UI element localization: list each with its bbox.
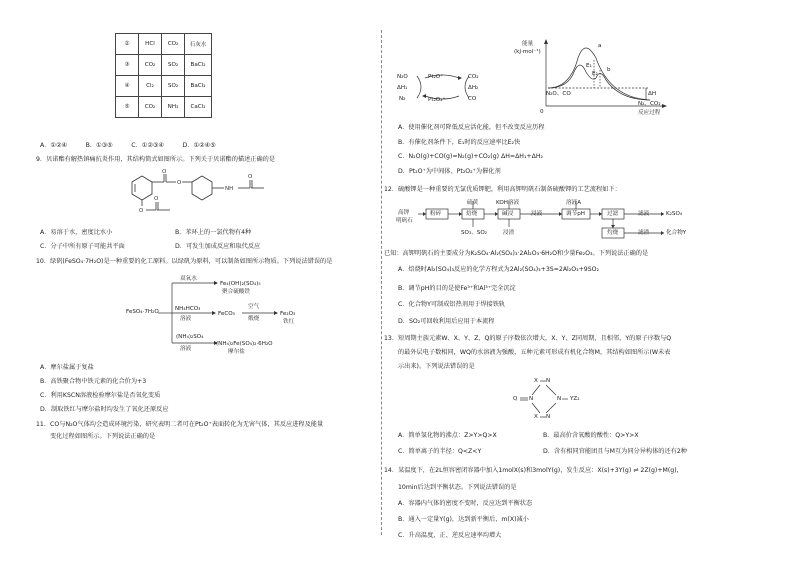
ring-atom-x-bottom: X (534, 414, 538, 420)
q12-option-d: D．SO₂可回收利用后应用于本流程 (398, 318, 495, 325)
q13-option-c: C．简单离子的半径：Q<Z<Y (398, 448, 482, 455)
flow-r1-note: 聚合硫酸铁 (222, 289, 250, 295)
flow-r2-condition2: 煅烧 (248, 316, 260, 322)
q11-option-d: D．Pt₂O⁺为中间体、Pt₂O₂⁺为催化剂 (398, 168, 501, 175)
svg-text:O: O (248, 174, 253, 180)
flow-reagent-sulfur: 硫黄 (467, 200, 479, 206)
q11-option-b: B．有催化剂条件下，E₁时的反应速率比E₂快 (398, 139, 521, 146)
q13-stem-line2: 的最外层电子数相同，WQ的水溶液为强酸，五种元素可形成有机化合物M，其结构如图所示(W未表 (398, 349, 671, 356)
flow-product-y: 化合物Y (666, 230, 687, 236)
energy-dh: ΔH (648, 91, 657, 97)
flow-r2-product: Fe₂O₃ (280, 311, 296, 317)
flow-step-crush: 粉碎 (430, 211, 442, 217)
flow-r3-reagent: (NH₄)₂SO₄ (176, 334, 204, 340)
flow-gas-sox: SO₃、SO₂ (461, 230, 487, 236)
q10-option-a: A．摩尔盐属于复盐 (40, 364, 94, 371)
svg-text:NH: NH (225, 186, 234, 192)
q13-stem-line1: 13．短周期主族元素W、X、Y、Z、Q的原子序数依次增大，X、Y、Z同周期，且相邻，Y的原子序数与Q (384, 335, 672, 342)
table-row: ③ CO₂ SO₂ BaCl₂ (116, 55, 212, 76)
q14-stem-line1: 14．某温度下，在2L恒容密闭容器中加入1molX(s)和3molY(g)，发生反应：X(s)+3Y(g) ⇌ 2Z(g)+M(g)， (384, 467, 683, 474)
flow-r1-reagent: 双氧水 (180, 276, 197, 282)
ring-atom-n-top: N (546, 378, 551, 384)
flow-r2-intermediate: FeCO₃ (218, 311, 235, 317)
process-flow-boxes (396, 198, 726, 246)
flow-reagent-koh: KOH溶液 (496, 200, 520, 206)
q12-option-b: B．调节pH的目的是使Fe³⁺和Al³⁺完全沉淀 (398, 285, 516, 292)
q10-option-b: B．高铁聚合物中铁元素的化合价为+3 (40, 378, 147, 385)
q10-option-d: D．制取铁红与摩尔盐时均发生了氧化还原反应 (40, 406, 169, 413)
q9-option-a: A．易溶于水，密度比水小 (40, 229, 113, 236)
cycle-arrows (395, 62, 515, 112)
q14-option-a: A．容器内气体的密度不变时，反应达到平衡状态 (398, 500, 533, 507)
flow-start: FeSO₄·7H₂O (126, 309, 159, 315)
q13-option-d: D．含有相同官能团且与M互为同分异构体的还有2种 (543, 448, 687, 455)
energy-ylabel-1: 能量 (522, 41, 534, 47)
q9-option-c: C．分子中所有原子可能共平面 (40, 243, 125, 250)
q11-option-a: A．使用催化剂可降低反应活化能，但不改变反应历程 (398, 124, 545, 131)
table-row: ② HCl CO₂ 石灰水 (116, 34, 212, 55)
table-row: ④ Cl₂ SO₂ BaCl₂ (116, 76, 212, 97)
table-row: ⑤ CO₂ NH₃ CaCl₂ (116, 97, 212, 118)
q11-stem-line1: 11．CO与N₂O气体均会造成环境污染，研究表明二者可在Pt₂O⁺表面转化为无害气体，其反应进程及能量 (36, 421, 324, 428)
flow-r2-reagent2: 空气 (248, 304, 260, 310)
svg-text:O: O (177, 180, 182, 186)
flow-step-calcine: 灼烧 (607, 230, 619, 236)
flow-r3-condition: 溶液 (180, 346, 192, 352)
flow-r2-note: 铁红 (283, 319, 295, 325)
q14-option-c: C．升高温度，正、逆反应速率均增大 (398, 532, 502, 539)
ring-atom-x-top: X (534, 378, 538, 384)
cycle-n2: N₂ (399, 96, 406, 102)
q12-option-c: C．化合物Y可制成铝热剂用于焊接铁轨 (398, 301, 506, 308)
energy-xlabel: 反应过程 (638, 110, 661, 116)
flow-step-ph: 调节pH (566, 211, 585, 217)
flow-raw-1: 高钾 (398, 210, 410, 216)
q14-option-b: B．通入一定量Y(g)，达到新平衡后，m(X)减小 (398, 516, 529, 523)
cycle-dh1: ΔH₁ (397, 85, 408, 91)
q11-option-c: C．N₂O(g)+CO(g)=N₂(g)+CO₂(g) ΔH=ΔH₁+ΔH₂ (398, 153, 543, 160)
q14-stem-line2: 10min后达到平衡状态。下列说法错误的是 (398, 484, 517, 491)
energy-products: N₂、CO₂ (638, 101, 661, 107)
energy-ylabel-2: (kJ·mol⁻¹) (514, 49, 541, 55)
q11-stem-line2: 变化过程如图所示。下列说法正确的是 (50, 433, 156, 440)
flow-filtrate: 滤液 (638, 211, 650, 217)
e2-label: E₂ (592, 71, 598, 77)
flow-filter-residue: 滤渣 (638, 230, 650, 236)
flow-reagent-a: 溶液A (566, 200, 582, 206)
energy-reactants: N₂O、CO (546, 91, 571, 97)
cycle-co: CO (468, 96, 477, 102)
ring-substituent: YZ₂ (570, 396, 580, 402)
svg-text:O: O (162, 169, 167, 175)
q13-stem-line3: 示出来)。下列说法错误的是 (398, 363, 475, 370)
cycle-n2o: N₂O (397, 74, 408, 80)
q9-stem: 9．贝诺酯有解热镇痛抗炎作用，其结构简式如图所示。下列关于贝诺酯的描述正确的是 (36, 156, 276, 163)
q13-option-a: A．简单氢化物的沸点：Z>Y>Q>X (398, 432, 497, 439)
flow-r2-reagent: NH₄HCO₃ (175, 306, 201, 312)
q12-note: 已知：高钾明矾石的主要成分为K₂SO₄·Al₂(SO₄)₃·2Al₂O₃·6H₂O和少量Fe₂O₃。下列说法正确的是 (384, 250, 649, 257)
flow-residue: 浸渣 (503, 230, 515, 236)
e1-label: E₁ (586, 63, 592, 69)
flow-r3-note: 摩尔盐 (228, 349, 245, 355)
ring-atom-n-bottom: N (546, 414, 551, 420)
q9-option-d: D．可发生加成反应和取代反应 (175, 243, 261, 250)
svg-text:O: O (139, 208, 144, 214)
cycle-pt2o2-plus: Pt₂O₂⁺ (428, 97, 446, 103)
flow-raw-2: 明矾石 (396, 218, 413, 224)
svg-text:O: O (154, 196, 159, 202)
q8-options: A．①②④ B．①③⑤ C．①②③④ D．①②④⑤ (40, 142, 216, 149)
flow-step-filter: 过滤 (607, 211, 619, 217)
flow-product-k2so4: K₂SO₄ (666, 211, 683, 217)
energy-origin: 0 (540, 109, 544, 115)
flow-r1-product: Fe₄(OH)₂(SO₄)₅ (220, 281, 261, 287)
q10-option-c: C．利用KSCN溶液检验摩尔盐是否氧化变质 (40, 392, 161, 399)
flow-leachate: 浸液 (531, 211, 543, 217)
benorilate-structure (120, 168, 290, 218)
q9-option-b: B．苯环上的一氯代物有4种 (175, 229, 252, 236)
flow-r2-condition: 溶液 (180, 316, 192, 322)
cycle-dh2: ΔH₂ (468, 85, 479, 91)
ring-atom-q: Q (513, 396, 518, 402)
options-table (115, 33, 212, 118)
flow-step-roast: 焙烧 (466, 211, 478, 217)
q13-option-b: B．最高价含氧酸的酸性：Q>Y>X (543, 432, 639, 439)
curve-b-label: b (607, 67, 611, 73)
ring-atom-n-left: N (529, 396, 534, 402)
ring-atom-n-right: N (557, 396, 562, 402)
flow-step-leach: 碱浸 (502, 211, 514, 217)
cycle-co2: CO₂ (468, 74, 479, 80)
flow-r3-product: (NH₄)₂Fe(SO₄)₂·6H₂O (216, 341, 273, 347)
q10-stem: 10．绿矾(FeSO₄·7H₂O)是一种重要的化工原料。以绿矾为原料，可以制备如图所示物质。下列说法错误的是 (36, 258, 333, 265)
q12-option-a: A．焙烧时Al₂(SO₄)₃反应的化学方程式为2Al₂(SO₄)₃+3S=2Al₂O₃+9SO₂ (398, 266, 599, 273)
q12-stem: 12．硫酸钾是一种重要的无氯优质钾肥，利用高钾明矾石制备硫酸钾的工艺流程如下： (384, 186, 621, 193)
cycle-pt2o-plus: Pt₂O⁺ (428, 74, 444, 80)
column-divider (381, 30, 382, 535)
curve-a-label: a (598, 43, 602, 49)
